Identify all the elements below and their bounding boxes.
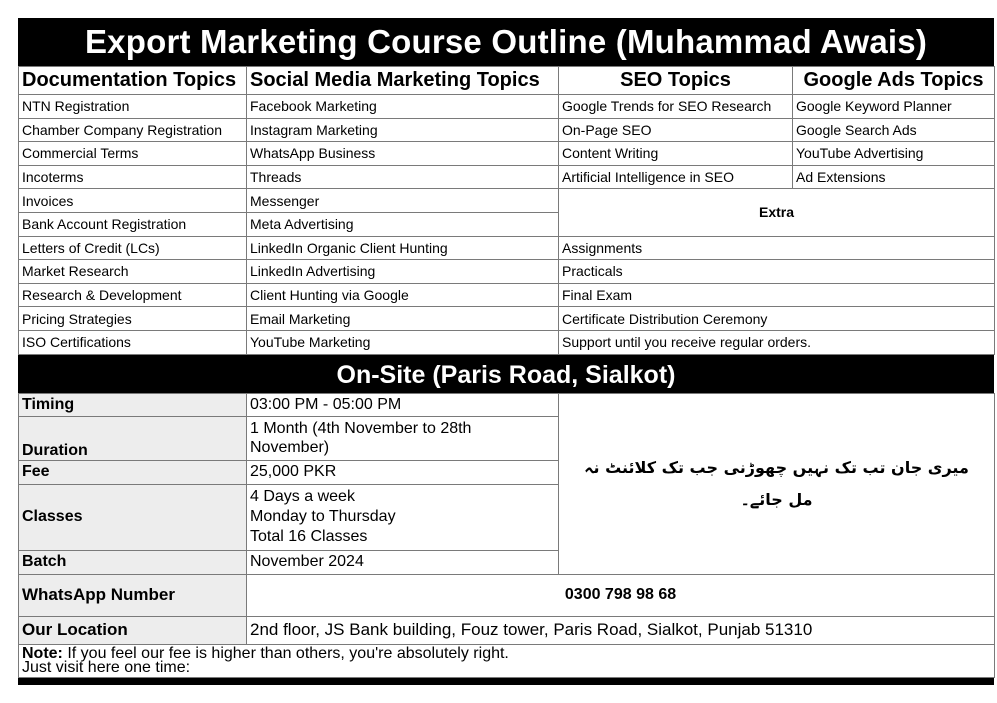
social-topic: LinkedIn Organic Client Hunting: [247, 236, 559, 260]
social-topic: Meta Advertising: [247, 212, 559, 236]
social-topic: YouTube Marketing: [247, 330, 559, 354]
onsite-heading: On-Site (Paris Road, Sialkot): [18, 355, 994, 393]
header-social-media: Social Media Marketing Topics: [247, 67, 559, 95]
doc-topic: Commercial Terms: [19, 142, 247, 166]
seo-topic: Content Writing: [559, 142, 793, 166]
doc-topic: NTN Registration: [19, 95, 247, 119]
doc-topic: Letters of Credit (LCs): [19, 236, 247, 260]
doc-topic: Bank Account Registration: [19, 212, 247, 236]
table-row: [19, 95, 995, 119]
location-value: 2nd floor, JS Bank building, Fouz tower, Paris Road, Sialkot, Punjab 51310: [247, 616, 995, 644]
table-row: [19, 260, 995, 284]
ads-topic: YouTube Advertising: [793, 142, 995, 166]
table-row: [19, 283, 995, 307]
note-block: [19, 644, 995, 677]
duration-label: Duration: [19, 416, 247, 460]
social-topic: LinkedIn Advertising: [247, 260, 559, 284]
location-label: Our Location: [19, 616, 247, 644]
extra-item: Support until you receive regular orders.: [559, 330, 995, 354]
extra-header: Extra: [559, 189, 995, 236]
urdu-quote: میری جان تب تک نہیں چھوڑنی جب تک کلائنٹ نہ مل جائے۔: [559, 393, 995, 574]
topics-table: [18, 66, 995, 355]
whatsapp-row: [19, 574, 995, 616]
table-row: [19, 307, 995, 331]
table-row: [19, 118, 995, 142]
extra-item: Practicals: [559, 260, 995, 284]
seo-topic: Google Trends for SEO Research: [559, 95, 793, 119]
classes-line: Monday to Thursday: [250, 508, 396, 526]
note-line-2: Just visit here one time:: [22, 658, 191, 676]
bottom-bar: [18, 678, 994, 685]
course-outline-sheet: [18, 18, 994, 685]
doc-topic: Pricing Strategies: [19, 307, 247, 331]
note-text: If you feel our fee is higher than others, you're absolutely right.: [67, 644, 509, 662]
classes-line: Total 16 Classes: [250, 528, 368, 546]
whatsapp-number[interactable]: 0300 798 98 68: [247, 574, 995, 616]
table-row: [19, 165, 995, 189]
classes-label: Classes: [19, 484, 247, 550]
header-seo: SEO Topics: [559, 67, 793, 95]
doc-topic: Incoterms: [19, 165, 247, 189]
social-topic: Facebook Marketing: [247, 95, 559, 119]
doc-topic: Chamber Company Registration: [19, 118, 247, 142]
table-row: [19, 142, 995, 166]
table-row: [19, 330, 995, 354]
social-topic: Messenger: [247, 189, 559, 213]
social-topic: Email Marketing: [247, 307, 559, 331]
batch-value: November 2024: [247, 550, 559, 574]
table-row: [19, 189, 995, 213]
timing-value: 03:00 PM - 05:00 PM: [247, 393, 559, 416]
header-google-ads: Google Ads Topics: [793, 67, 995, 95]
social-topic: Client Hunting via Google: [247, 283, 559, 307]
extra-item: Certificate Distribution Ceremony: [559, 307, 995, 331]
doc-topic: Invoices: [19, 189, 247, 213]
social-topic: Instagram Marketing: [247, 118, 559, 142]
table-row: [19, 236, 995, 260]
header-documentation: Documentation Topics: [19, 67, 247, 95]
extra-item: Final Exam: [559, 283, 995, 307]
classes-line: 4 Days a week: [250, 488, 355, 506]
batch-label: Batch: [19, 550, 247, 574]
duration-value: 1 Month (4th November to 28th November): [247, 416, 559, 460]
doc-topic: Market Research: [19, 260, 247, 284]
timing-row: [19, 393, 995, 416]
classes-value: [247, 484, 559, 550]
note-label: Note:: [22, 644, 63, 662]
seo-topic: Artificial Intelligence in SEO: [559, 165, 793, 189]
ads-topic: Ad Extensions: [793, 165, 995, 189]
social-topic: WhatsApp Business: [247, 142, 559, 166]
timing-label: Timing: [19, 393, 247, 416]
doc-topic: Research & Development: [19, 283, 247, 307]
social-topic: Threads: [247, 165, 559, 189]
whatsapp-label: WhatsApp Number: [19, 574, 247, 616]
page-title: Export Marketing Course Outline (Muhammad Awais): [18, 18, 994, 66]
doc-topic: ISO Certifications: [19, 330, 247, 354]
ads-topic: Google Keyword Planner: [793, 95, 995, 119]
onsite-details-table: [18, 393, 995, 678]
ads-topic: Google Search Ads: [793, 118, 995, 142]
seo-topic: On-Page SEO: [559, 118, 793, 142]
fee-value: 25,000 PKR: [247, 460, 559, 484]
topics-header-row: [19, 67, 995, 95]
extra-item: Assignments: [559, 236, 995, 260]
note-row: [19, 644, 995, 677]
location-row: [19, 616, 995, 644]
fee-label: Fee: [19, 460, 247, 484]
